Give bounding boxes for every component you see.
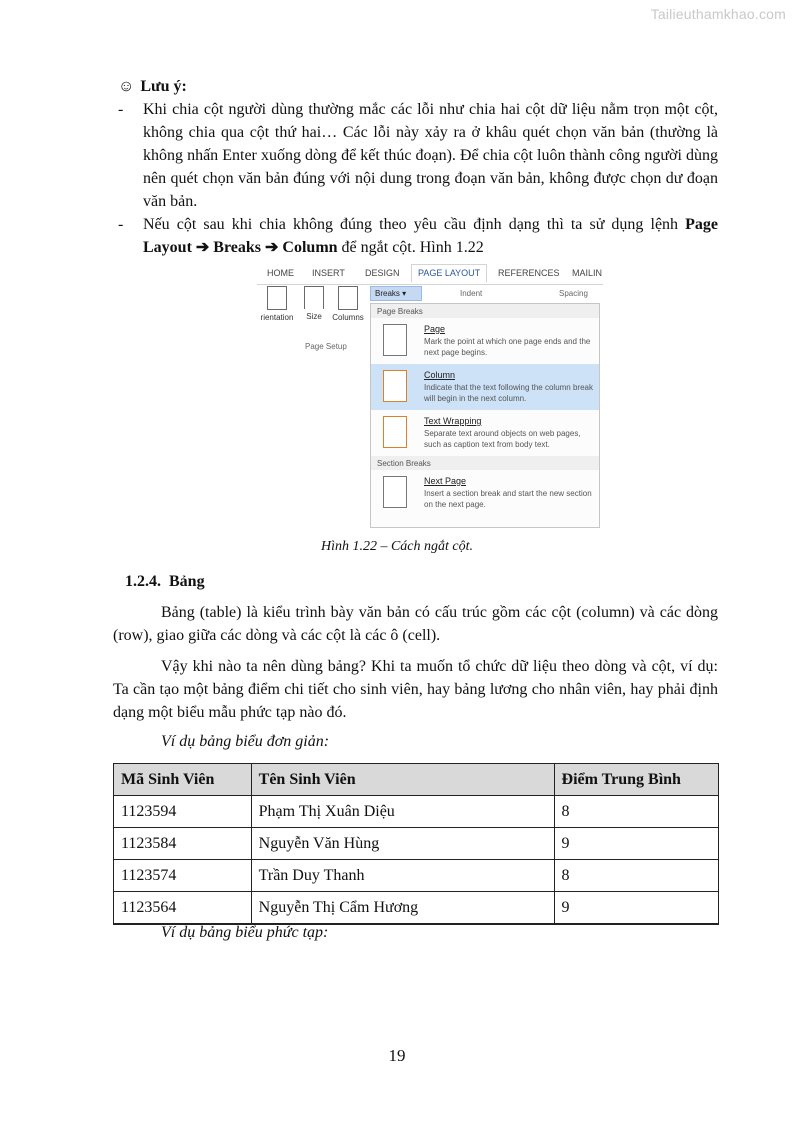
tab-mailings[interactable]: MAILIN [572,268,603,278]
next-page-icon [383,476,407,508]
menu-item-desc: Indicate that the text following the column break will begin in the next column. [424,383,593,403]
page-number: 19 [388,1046,406,1065]
menu-item-desc: Separate text around objects on web pages, such as caption text from body text. [424,429,581,449]
menu-item-desc: Insert a section break and start the new section on the next page. [424,489,592,509]
table-row [114,860,719,892]
command-path: Page Layout ➔ Breaks ➔ Column [143,216,718,256]
header-student-name: Tên Sinh Viên [251,764,554,796]
columns-label: Columns [332,313,364,322]
table-row [114,796,719,828]
ribbon-tabs [257,264,603,285]
section-title: Bảng [169,573,205,590]
tab-references[interactable]: REFERENCES [498,268,560,278]
table-row [114,892,719,925]
cell-average-score: 8 [554,796,718,828]
column-break-icon [383,370,407,402]
bullet2-end: để ngắt cột. Hình 1.22 [337,239,484,256]
menu-item-desc: Mark the point at which one page ends and the next page begins. [424,337,591,357]
note-heading [118,78,187,96]
page-setup-group-label: Page Setup [305,342,347,351]
tab-design[interactable]: DESIGN [365,268,400,278]
bullet2-start: Nếu cột sau khi chia không đúng theo yêu cầu định dạng thì ta sử dụng lệnh [143,216,686,233]
cell-student-id: 1123584 [114,828,252,860]
cell-student-name: Nguyễn Văn Hùng [251,828,554,860]
header-student-id: Mã Sinh Viên [114,764,252,796]
note-title: Lưu ý: [140,78,187,95]
orientation-icon [267,286,287,310]
example-simple-label: Ví dụ bảng biểu đơn giản: [161,733,330,750]
orientation-label: rientation [260,313,294,322]
menu-item-title: Text Wrapping [424,416,482,426]
ribbon-screenshot [257,262,603,528]
cell-average-score: 9 [554,828,718,860]
cell-student-name: Nguyễn Thị Cẩm Hương [251,892,554,925]
menu-item-next-page[interactable] [371,470,599,516]
section-heading [125,573,205,591]
menu-item-text-wrapping[interactable] [371,410,599,456]
cell-student-id: 1123574 [114,860,252,892]
spacing-label: Spacing [559,289,588,298]
text-wrapping-icon [383,416,407,448]
cell-student-id: 1123594 [114,796,252,828]
page-break-icon [383,324,407,356]
tab-home[interactable]: HOME [267,268,294,278]
indent-label: Indent [460,289,483,298]
cell-average-score: 9 [554,892,718,925]
cell-student-name: Phạm Thị Xuân Diệu [251,796,554,828]
columns-button[interactable] [329,286,367,322]
bullet-dash: - [118,101,124,118]
figure-caption: Hình 1.22 – Cách ngắt cột. [320,539,474,554]
bullet-dash: - [118,216,124,233]
example-complex-label: Ví dụ bảng biểu phức tạp: [161,924,329,941]
cell-student-name: Trần Duy Thanh [251,860,554,892]
size-icon [304,286,324,309]
menu-item-title: Next Page [424,476,467,486]
header-average-score: Điểm Trung Bình [554,764,718,796]
breaks-dropdown-menu [370,303,600,528]
table-row [114,828,719,860]
cell-student-id: 1123564 [114,892,252,925]
size-button[interactable] [301,286,327,321]
cell-average-score: 8 [554,860,718,892]
menu-item-page[interactable] [371,318,599,364]
menu-item-title: Page [424,324,446,334]
breaks-button[interactable]: Breaks ▾ [370,286,422,301]
paragraph-2: Vậy khi nào ta nên dùng bảng? Khi ta muốn tổ chức dữ liệu theo dòng và cột, ví dụ: Ta cần tạo một bảng điểm chi tiết cho sinh viên, hay bảng lương cho nhân viên, hay phải định dạng một biểu mẫu phức tạp nào đó. [113,658,718,721]
bullet-text: Khi chia cột người dùng thường mắc các lỗi như chia hai cột dữ liệu nằm trọn một cột, không chia qua cột thứ hai… Các lỗi này xảy ra ở khâu quét chọn văn bản (thường là không nhấn Enter xuống dòng để kết thúc đoạn). Để chia cột luôn thành công người dùng nên quét chọn văn bản đúng với nội dung trong đoạn văn bản, không được chọn dư đoạn văn bản. [143,101,718,210]
section-number: 1.2.4. [125,573,161,590]
student-grades-table [113,763,719,925]
columns-icon [338,286,358,310]
table-header-row [114,764,719,796]
paragraph-1: Bảng (table) là kiểu trình bày văn bản có cấu trúc gồm các cột (column) và các dòng (row), giao giữa các dòng và các cột là các ô (cell). [113,604,718,644]
orientation-button[interactable] [257,286,297,322]
menu-item-title: Column [424,370,456,380]
watermark: Tailieuthamkhao.com [650,6,786,22]
size-label: Size [306,312,322,321]
note-bullet-2 [118,213,718,259]
tab-page-layout[interactable]: PAGE LAYOUT [411,264,487,283]
tab-insert[interactable]: INSERT [312,268,345,278]
smiley-icon: ☺ [118,78,135,95]
page-breaks-section-header: Page Breaks [371,304,599,318]
bullet-text [143,213,718,259]
note-bullet-1 [118,98,718,213]
menu-item-column[interactable] [371,364,599,410]
section-breaks-section-header: Section Breaks [371,456,599,470]
